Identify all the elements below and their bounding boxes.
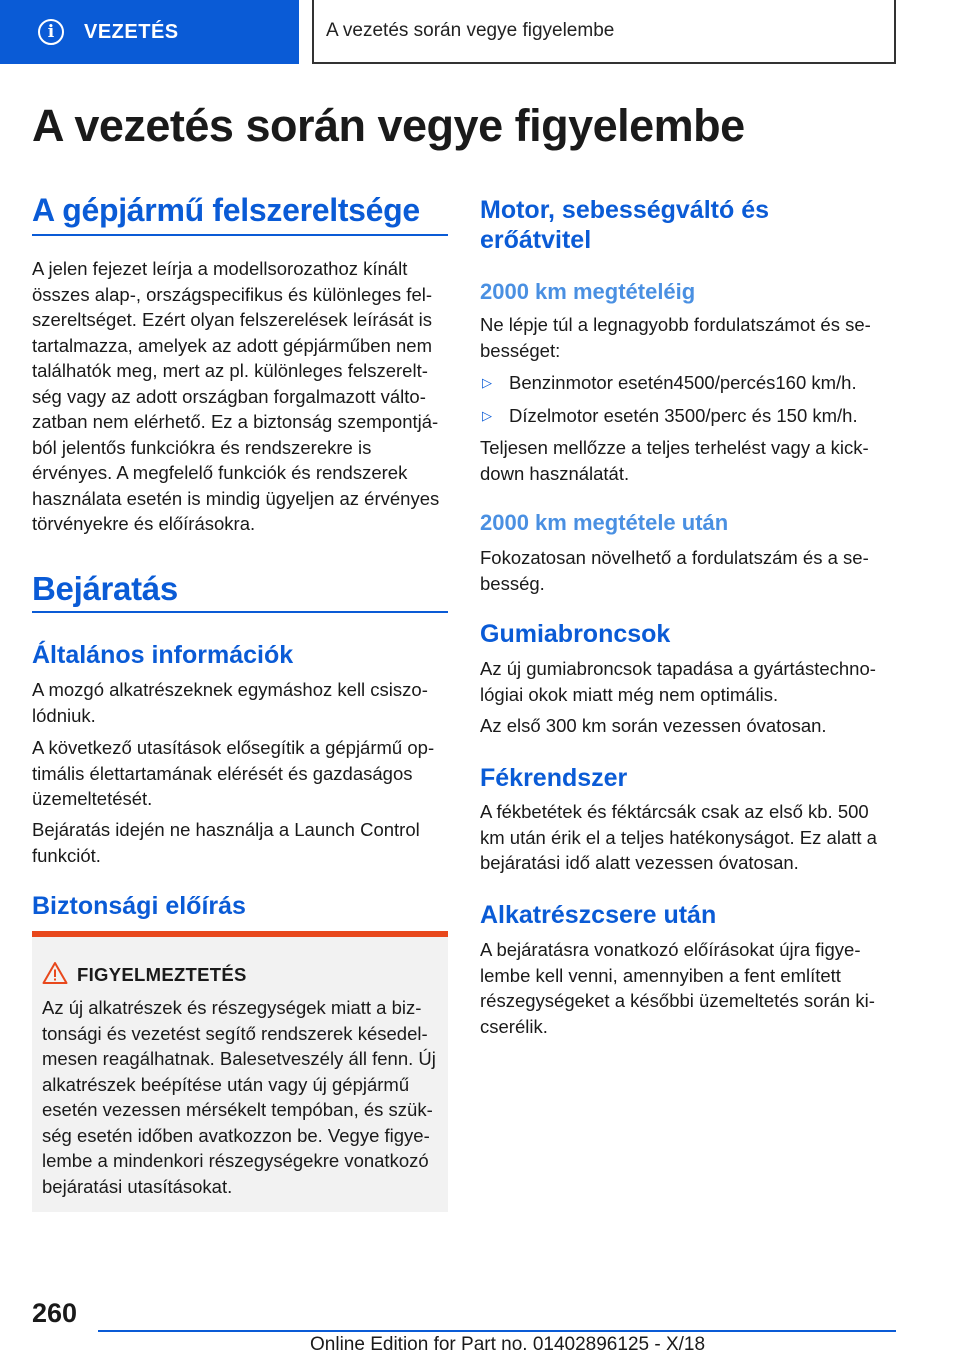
page-number: 260 — [32, 1298, 78, 1328]
footer-rule — [98, 1330, 896, 1332]
warning-title: FIGYELMEZTETÉS — [77, 964, 247, 985]
warning-triangle-icon — [42, 961, 68, 985]
tyres-p1: Az új gumiabroncsok tapadása a gyártástechnológiai okok miatt még nem optimális. — [480, 658, 876, 705]
page-title: A vezetés során vegye figyelembe — [32, 100, 745, 151]
info-icon: i — [38, 19, 64, 45]
equipment-text: A jelen fejezet leírja a modellsorozathoz kínált összes alap-, országspecifikus és különleges felszereltséget. Ezért olyan felszerelések leírását is tartalmazza, amelyek az adott gépjárműben nem találhatók meg, mert az pl. különleges felszereltség vagy az adott országban forgalmazott változatban nem elérhető. Ez a biztonság szempontjából jelentős funkciókra és rendszerekre is érvényes. A megfelelő funkciók és rendszerek használata esetén is mindig ügyeljen az érvényes törvényekre és előírásokra. — [32, 258, 440, 534]
general-info-p3: Bejáratás idején ne használja a Launch Control funkciót. — [32, 819, 420, 866]
warning-box — [32, 931, 448, 1212]
engine-heading: Motor, sebességváltó és erőátvitel — [480, 196, 770, 254]
section-tab[interactable] — [0, 0, 299, 64]
breakin-heading: Bejáratás — [32, 570, 178, 607]
section-label: VEZETÉS — [84, 20, 179, 43]
until-2000-heading: 2000 km megtételéig — [480, 279, 696, 304]
heading-rule — [32, 611, 448, 613]
bullet-item: Benzinmotor esetén4500/percés160 km/h. — [509, 372, 857, 393]
edition-text: Online Edition for Part no. 01402896125 - X/18 — [310, 1334, 706, 1355]
chapter-title: A vezetés során vegye figyelembe — [326, 20, 615, 41]
bullet-marker-icon: ▷ — [482, 375, 492, 390]
general-info-heading: Általános információk — [32, 641, 294, 669]
brakes-text: A fékbetétek és féktárcsák csak az első kb. 500 km után érik el a teljes hatékonyságot. Ez alatt a bejáratási idő alatt vezessen óvatosan. — [480, 801, 877, 873]
general-info-p2: A következő utasítások elősegítik a gépjármű optimális élettartamának elérését és gazdaságos üzemeltetését. — [32, 737, 435, 809]
parts-heading: Alkatrészcsere után — [480, 901, 717, 929]
equipment-heading: A gépjármű felszereltsége — [32, 192, 420, 228]
safety-heading: Biztonsági előírás — [32, 892, 246, 920]
brakes-heading: Fékrendszer — [480, 764, 628, 792]
general-info-p1: A mozgó alkatrészeknek egymáshoz kell csiszolódniuk. — [32, 679, 428, 726]
heading-rule — [32, 234, 448, 236]
bullet-item: Dízelmotor esetén 3500/perc és 150 km/h. — [509, 405, 858, 426]
bullet-marker-icon: ▷ — [482, 408, 492, 423]
warning-text: Az új alkatrészek és részegységek miatt a biztonsági és vezetést segítő rendszerek késedelmesen reagálhatnak. Balesetveszély áll fenn. Új alkatrészek beépítése után vagy új gépjármű esetén vezessen mérsékelt tempóban, és szükség esetén időben avatkozzon be. Vegye figyelembe a mindenkori részegységekre vonatkozó bejáratási utasításokat. — [42, 997, 436, 1197]
parts-text: A bejáratásra vonatkozó előírásokat újra figyelembe kell venni, amennyiben a fent említett részegységeket a későbbi üzemeltetés során kicserélik. — [480, 939, 875, 1037]
tyres-heading: Gumiabroncsok — [480, 620, 671, 648]
until-2000-text: Ne lépje túl a legnagyobb fordulatszámot és sebességet: — [480, 314, 871, 361]
after-2000-text: Fokozatosan növelhető a fordulatszám és a sebesség. — [480, 547, 869, 594]
chapter-title-box — [312, 0, 896, 64]
after-2000-heading: 2000 km megtétele után — [480, 510, 729, 535]
tyres-p2: Az első 300 km során vezessen óvatosan. — [480, 715, 827, 736]
until-2000-text2: Teljesen mellőzze a teljes terhelést vagy a kickdown használatát. — [480, 437, 869, 484]
